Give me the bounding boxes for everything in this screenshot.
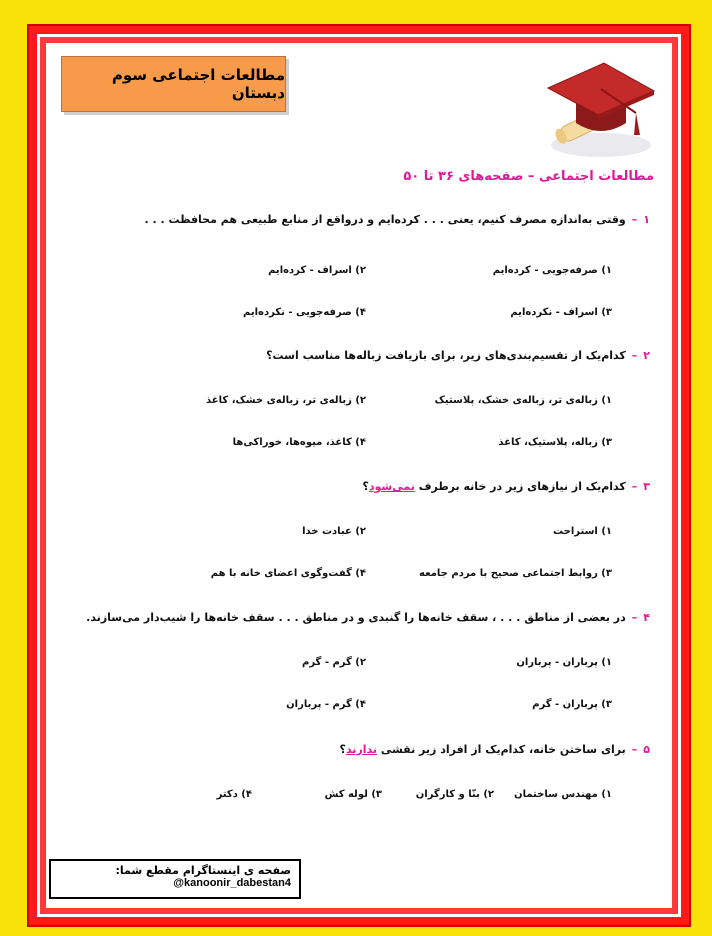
footer-instagram-box bbox=[49, 859, 301, 899]
question-text: برای ساختن خانه، کدام‌یک از افراد زیر نقشی bbox=[380, 743, 626, 756]
question-dash: – bbox=[631, 611, 638, 624]
question-highlight: ندارند bbox=[345, 743, 378, 756]
question-dash: – bbox=[631, 213, 638, 226]
red-border bbox=[27, 24, 691, 927]
worksheet-page bbox=[46, 43, 672, 908]
q3-option-2[interactable]: ۲) عبادت خدا bbox=[302, 526, 366, 537]
question-text: کدام‌یک از تقسیم‌بندی‌های زیر، برای بازیافت زباله‌ها مناسب است؟ bbox=[266, 349, 626, 362]
question-dash: – bbox=[631, 480, 638, 493]
q5-option-3[interactable]: ۳) لوله کش bbox=[324, 789, 382, 800]
page-title: مطالعات اجتماعی سوم دبستان bbox=[111, 66, 285, 102]
q4-option-3[interactable]: ۳) پرباران - گرم bbox=[532, 699, 612, 710]
footer-label: صفحه ی اینستاگرام مقطع شما: bbox=[115, 864, 291, 877]
question-mark: ؟ bbox=[339, 743, 346, 756]
q4-option-4[interactable]: ۴) گرم - پرباران bbox=[286, 699, 366, 710]
q3-option-3[interactable]: ۳) روابط اجتماعی صحیح با مردم جامعه bbox=[419, 568, 612, 579]
q5-option-2[interactable]: ۲) بنّا و کارگران bbox=[415, 789, 494, 800]
graduation-cap-icon bbox=[546, 43, 656, 163]
question-3 bbox=[362, 480, 650, 493]
instagram-handle[interactable]: @kanoonir_dabestan4 bbox=[173, 877, 291, 889]
q2-option-3[interactable]: ۳) زباله، پلاستیک، کاغذ bbox=[498, 437, 612, 448]
q1-option-2[interactable]: ۲) اسراف - کرده‌ایم bbox=[268, 265, 366, 276]
question-text: کدام‌یک از نیازهای زیر در خانه برطرف bbox=[418, 480, 626, 493]
question-dash: – bbox=[631, 743, 638, 756]
question-2 bbox=[266, 349, 650, 362]
question-number: ۵ bbox=[643, 743, 650, 756]
question-4 bbox=[86, 611, 650, 624]
red-inner-border bbox=[37, 34, 681, 917]
q2-option-1[interactable]: ۱) زباله‌ی تر، زباله‌ی خشک، پلاستیک bbox=[434, 395, 612, 406]
section-heading: مطالعات اجتماعی – صفحه‌های ۳۶ تا ۵۰ bbox=[403, 169, 654, 184]
q2-option-2[interactable]: ۲) زباله‌ی تر، زباله‌ی خشک، کاغذ bbox=[206, 395, 366, 406]
question-highlight: نمی‌شود bbox=[368, 480, 415, 493]
q1-option-1[interactable]: ۱) صرفه‌جویی - کرده‌ایم bbox=[492, 265, 612, 276]
q2-option-4[interactable]: ۴) کاغذ، میوه‌ها، خوراکی‌ها bbox=[232, 437, 366, 448]
question-mark: ؟ bbox=[362, 480, 369, 493]
question-1 bbox=[144, 213, 650, 226]
question-text: وقتی به‌اندازه مصرف کنیم، یعنی . . . کرده‌ایم و درواقع از منابع طبیعی هم محافظت . . . bbox=[144, 213, 626, 226]
question-text: در بعضی از مناطق . . . ، سقف خانه‌ها را گنبدی و در مناطق . . . سقف خانه‌ها را شیب‌دار می‌سازند. bbox=[86, 611, 626, 624]
q5-option-1[interactable]: ۱) مهندس ساختمان bbox=[514, 789, 612, 800]
q1-option-4[interactable]: ۴) صرفه‌جویی - نکرده‌ایم bbox=[243, 307, 366, 318]
question-number: ۴ bbox=[643, 611, 650, 624]
title-box bbox=[61, 56, 286, 112]
question-dash: – bbox=[631, 349, 638, 362]
question-number: ۳ bbox=[643, 480, 650, 493]
q3-option-4[interactable]: ۴) گفت‌وگوی اعضای خانه با هم bbox=[210, 568, 366, 579]
question-number: ۱ bbox=[643, 213, 650, 226]
question-5 bbox=[340, 743, 650, 756]
question-number: ۲ bbox=[643, 349, 650, 362]
q3-option-1[interactable]: ۱) استراحت bbox=[553, 526, 612, 537]
q1-option-3[interactable]: ۳) اسراف - نکرده‌ایم bbox=[510, 307, 612, 318]
q5-option-4[interactable]: ۴) دکتر bbox=[216, 789, 252, 800]
q4-option-2[interactable]: ۲) گرم - گرم bbox=[301, 657, 366, 668]
q4-option-1[interactable]: ۱) پرباران - پرباران bbox=[516, 657, 612, 668]
